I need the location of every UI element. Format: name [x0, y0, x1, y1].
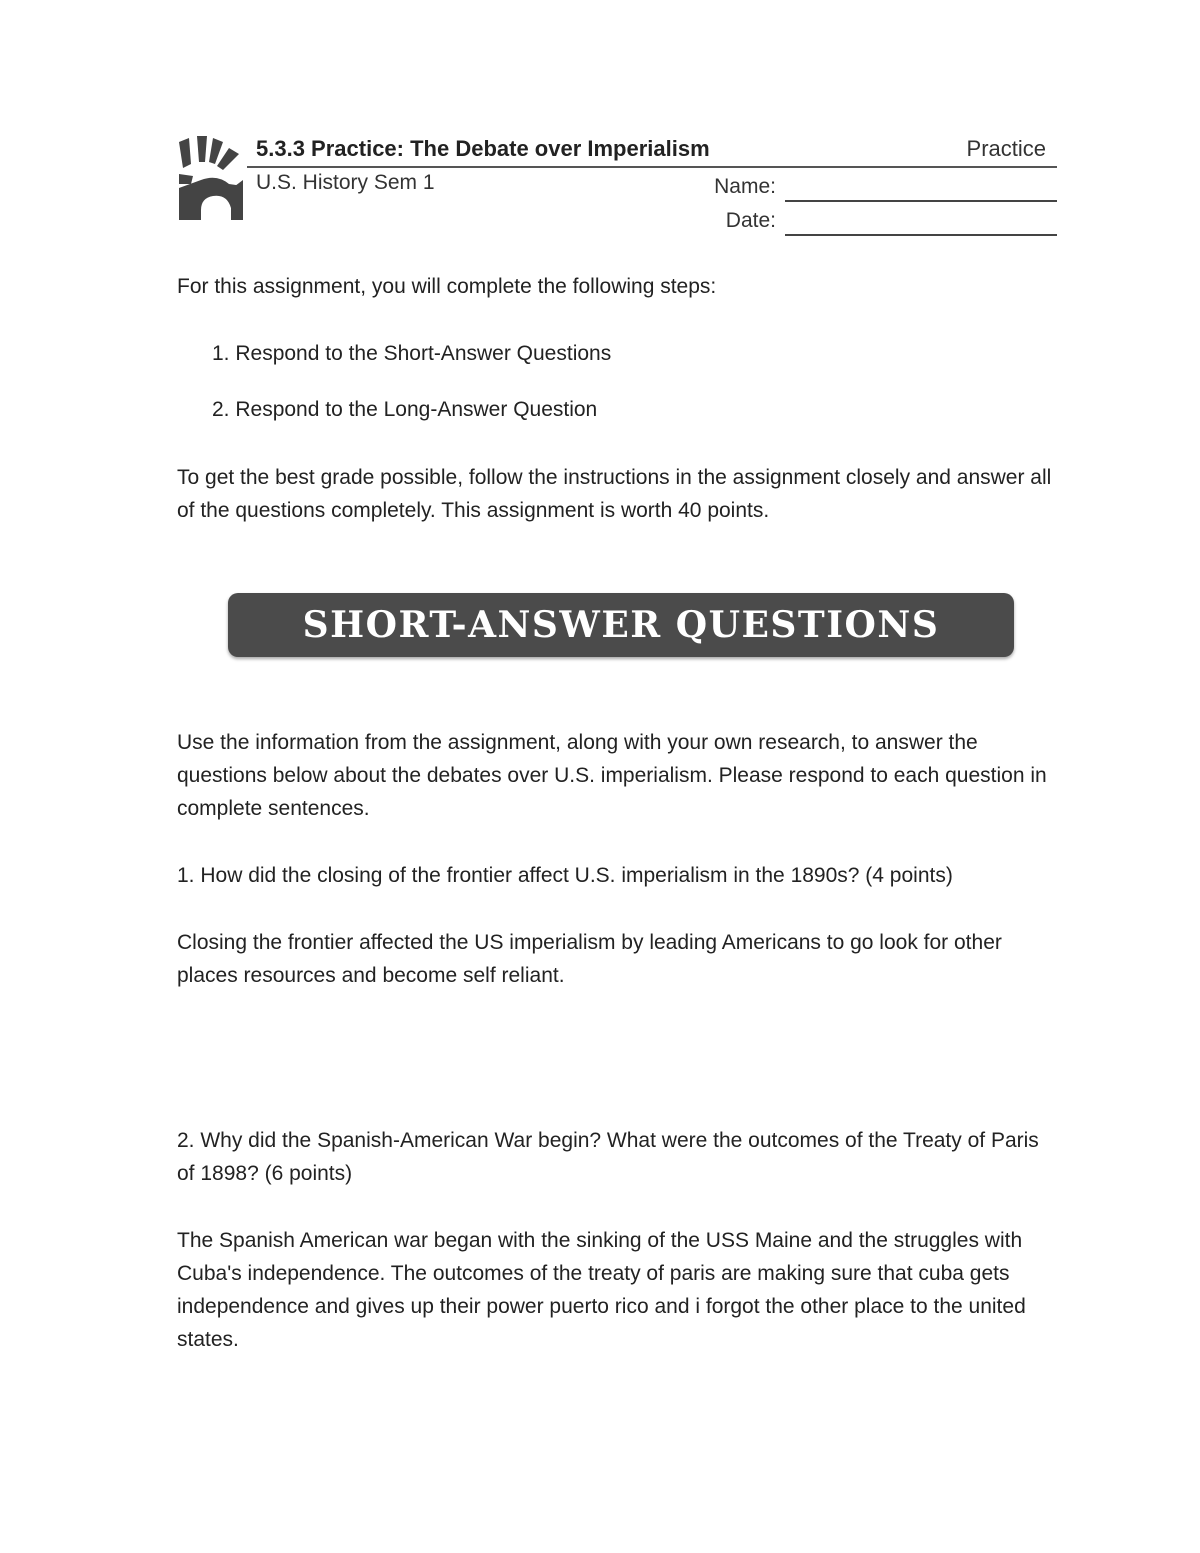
date-field[interactable]	[785, 234, 1057, 236]
question-text: 2. Why did the Spanish-American War begin? What were the outcomes of the Treaty of Paris of 1898? (6 points)	[177, 1129, 1039, 1185]
answer-text: The Spanish American war began with the sinking of the USS Maine and the struggles with Cuba's independence. The outcomes of the treaty of paris are making sure that cuba gets independence and gives up their power puerto rico and i forgot the other place to the united states.	[177, 1229, 1026, 1351]
grading-note: To get the best grade possible, follow the instructions in the assignment closely and answer all of the questions completely. This assignment is worth 40 points.	[177, 466, 1052, 522]
section-banner-title: SHORT-ANSWER QUESTIONS	[302, 604, 940, 646]
answer-text: Closing the frontier affected the US imperialism by leading Americans to go look for other places resources and become self reliant.	[177, 931, 1002, 987]
document-title: 5.3.3 Practice: The Debate over Imperialism	[256, 136, 710, 161]
school-logo-icon	[177, 134, 245, 220]
section-banner	[228, 593, 1014, 657]
step-item: 1. Respond to the Short-Answer Questions	[212, 342, 612, 365]
header-divider	[247, 166, 1057, 168]
name-label: Name:	[714, 175, 776, 198]
section-instructions: Use the information from the assignment, along with your own research, to answer the questions below about the debates over U.S. imperialism. Please respond to each question in complete sentences.	[177, 731, 1047, 820]
date-label: Date:	[725, 209, 776, 232]
course-name: U.S. History Sem 1	[256, 171, 435, 194]
step-item: 2. Respond to the Long-Answer Question	[212, 398, 598, 421]
intro-text: For this assignment, you will complete the following steps:	[177, 275, 717, 298]
question-text: 1. How did the closing of the frontier affect U.S. imperialism in the 1890s? (4 points)	[177, 864, 953, 887]
document-type-label: Practice	[966, 136, 1046, 161]
name-field[interactable]	[785, 200, 1057, 202]
